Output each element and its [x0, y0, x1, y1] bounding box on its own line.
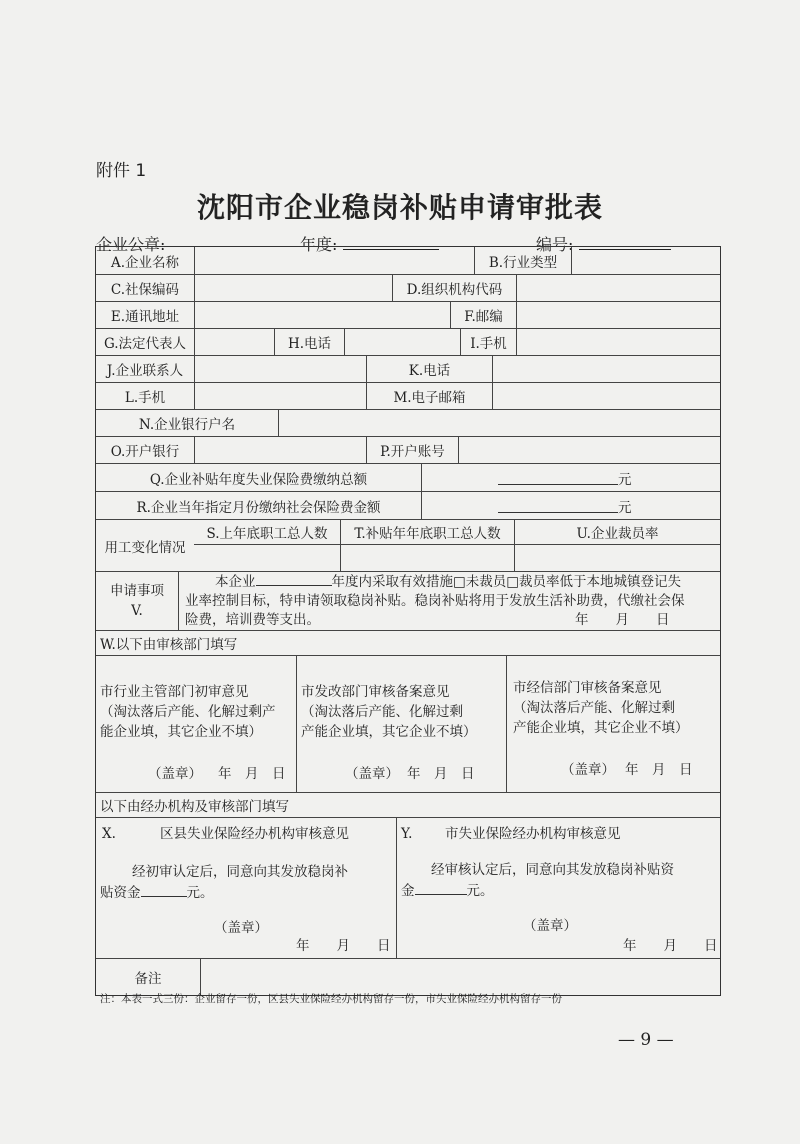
label-staff-last-year: S.上年底职工总人数 [206, 526, 328, 542]
col3-note2: 产能企业填，其它企业不填） [513, 720, 689, 736]
label-insurance-total: Q.企业补贴年度失业保险费缴纳总额 [149, 471, 368, 488]
input-staff-subsidy-year[interactable] [340, 545, 514, 571]
input-mobile-l[interactable] [194, 383, 366, 409]
label-application [96, 572, 178, 630]
label-application-2: V. [131, 603, 143, 619]
annex-label: 附件 1 [96, 161, 147, 181]
row-insurance-total [96, 464, 720, 492]
row-contact [96, 356, 720, 383]
col1-note1: （淘汰落后产能、化解过剩产 [100, 704, 276, 720]
review-industry-dept[interactable] [96, 656, 296, 792]
unit-yuan-q: 元 [618, 471, 632, 488]
review-district-agency[interactable] [96, 818, 396, 958]
label-legal-rep: G.法定代表人 [103, 336, 187, 352]
x-text2b: 元。 [186, 885, 214, 901]
input-remarks[interactable] [200, 959, 720, 995]
label-staff-subsidy-year: T.补贴年年底职工总人数 [340, 520, 514, 544]
monthly-insurance-blank [498, 498, 618, 513]
application-line2: 业率控制目标，特申请领取稳岗补贴。稳岗补贴将用于发放生活补助费，代缴社会保 [185, 593, 685, 609]
label-email: M.电子邮箱 [366, 383, 492, 409]
label-bank-account-name: N.企业银行户名 [138, 417, 236, 433]
form-title: 沈阳市企业稳岗补贴申请审批表 [196, 191, 603, 224]
y-date: 年 月 日 [623, 938, 718, 954]
row-application [96, 572, 720, 631]
w-heading: W.以下由审核部门填写 [100, 637, 238, 653]
x-label: X. [102, 826, 116, 842]
row-w-review [96, 656, 720, 793]
input-mobile-i[interactable] [516, 329, 720, 355]
row-legal-rep [96, 329, 720, 356]
col3-seal: （盖章） [561, 762, 615, 778]
page-number: — 9 — [618, 1030, 674, 1050]
x-date: 年 月 日 [296, 938, 391, 954]
label-contact: J.企业联系人 [106, 363, 184, 379]
input-email[interactable] [492, 383, 720, 409]
y-title: 市失业保险经办机构审核意见 [445, 826, 621, 842]
row-w-heading [96, 631, 720, 656]
input-industry[interactable] [571, 247, 720, 274]
row-mobile-email [96, 383, 720, 410]
row-remarks [96, 959, 720, 995]
y-label: Y. [401, 826, 413, 842]
input-org-code[interactable] [516, 275, 720, 301]
xy-heading: 以下由经办机构及审核部门填写 [100, 799, 289, 815]
review-development-dept[interactable] [296, 656, 506, 792]
col1-title: 市行业主管部门初审意见 [100, 684, 249, 700]
label-phone-k: K.电话 [366, 356, 492, 382]
input-address[interactable] [194, 302, 450, 328]
label-phone-h: H.电话 [274, 329, 344, 355]
y-text2b: 元。 [466, 883, 494, 899]
insurance-total-blank [498, 470, 618, 485]
input-insurance-total[interactable] [421, 464, 720, 491]
label-social-code: C.社保编码 [110, 282, 180, 298]
application-date: 年 月 日 [575, 612, 670, 628]
label-remarks: 备注 [134, 971, 162, 987]
unit-yuan-r: 元 [618, 499, 632, 516]
label-employment: 用工变化情况 [104, 539, 186, 556]
y-amount-blank[interactable] [415, 880, 467, 895]
x-seal: （盖章） [214, 920, 268, 936]
label-application-1: 申请事项 [110, 583, 164, 599]
year-label: 年度: [300, 235, 338, 254]
input-bank[interactable] [194, 437, 366, 463]
row-monthly-insurance [96, 492, 720, 520]
x-text2a: 贴资金 [100, 885, 141, 901]
y-seal: （盖章） [523, 918, 577, 934]
x-text1: 经初审认定后，同意向其发放稳岗补 [132, 864, 348, 880]
col1-seal: （盖章） [148, 766, 202, 782]
input-staff-last-year[interactable] [194, 545, 340, 571]
application-line3: 险费，培训费等支出。 [185, 612, 320, 628]
x-title: 区县失业保险经办机构审核意见 [160, 826, 349, 842]
row-bank [96, 437, 720, 464]
label-bank: O.开户银行 [110, 444, 180, 460]
input-layoff-rate[interactable] [514, 545, 720, 571]
application-body [178, 572, 720, 630]
row-social-code [96, 275, 720, 302]
row-employment [96, 520, 720, 572]
label-org-code: D.组织机构代码 [392, 275, 516, 301]
y-text2a: 金 [401, 883, 415, 899]
col2-title: 市发改部门审核备案意见 [301, 684, 450, 700]
row-xy-heading [96, 793, 720, 818]
col3-date: 年 月 日 [625, 762, 693, 778]
application-year-blank[interactable] [256, 571, 332, 586]
label-postcode: F.邮编 [450, 302, 516, 328]
x-amount-blank[interactable] [141, 882, 187, 897]
review-city-agency[interactable] [396, 818, 720, 958]
seal-label: 企业公章: [96, 235, 166, 254]
application-line1b: 年度内采取有效措施□未裁员□裁员率低于本地城镇登记失 [331, 574, 682, 590]
row-company-name [96, 247, 720, 275]
input-postcode[interactable] [516, 302, 720, 328]
col2-note1: （淘汰落后产能、化解过剩 [301, 704, 463, 720]
input-company-name[interactable] [194, 247, 474, 274]
input-monthly-insurance[interactable] [421, 492, 720, 519]
label-address: E.通讯地址 [110, 309, 180, 325]
review-economic-dept[interactable] [506, 656, 720, 792]
application-line1a: 本企业 [215, 574, 256, 590]
input-legal-rep[interactable] [194, 329, 274, 355]
col2-seal: （盖章） [345, 766, 399, 782]
input-contact[interactable] [194, 356, 366, 382]
input-phone-h[interactable] [344, 329, 460, 355]
col3-title: 市经信部门审核备案意见 [513, 680, 662, 696]
number-label: 编号: [536, 235, 574, 254]
row-bank-account-name [96, 410, 720, 437]
label-monthly-insurance: R.企业当年指定月份缴纳社会保险费金额 [136, 499, 381, 516]
col2-date: 年 月 日 [407, 766, 475, 782]
input-bank-account-name[interactable] [278, 410, 720, 436]
label-mobile-i: I.手机 [460, 329, 516, 355]
col1-note2: 能企业填，其它企业不填） [100, 724, 262, 740]
input-social-code[interactable] [194, 275, 392, 301]
col1-date: 年 月 日 [218, 766, 286, 782]
input-account-no[interactable] [458, 437, 720, 463]
label-company-name: A.企业名称 [110, 254, 180, 271]
y-text1: 经审核认定后，同意向其发放稳岗补贴资 [431, 862, 674, 878]
col2-note2: 产能企业填，其它企业不填） [301, 724, 477, 740]
col3-note1: （淘汰落后产能、化解过剩 [513, 700, 675, 716]
footer-note: 注：本表一式三份：企业留存一份，区县失业保险经办机构留存一份，市失业保险经办机构留存一份 [100, 993, 562, 1005]
row-xy-review [96, 818, 720, 959]
label-industry: B.行业类型 [474, 247, 571, 274]
label-layoff-rate: U.企业裁员率 [514, 520, 720, 544]
label-account-no: P.开户账号 [366, 437, 458, 463]
label-mobile-l: L.手机 [124, 390, 166, 406]
input-phone-k[interactable] [492, 356, 720, 382]
row-address [96, 302, 720, 329]
application-form [95, 246, 721, 996]
